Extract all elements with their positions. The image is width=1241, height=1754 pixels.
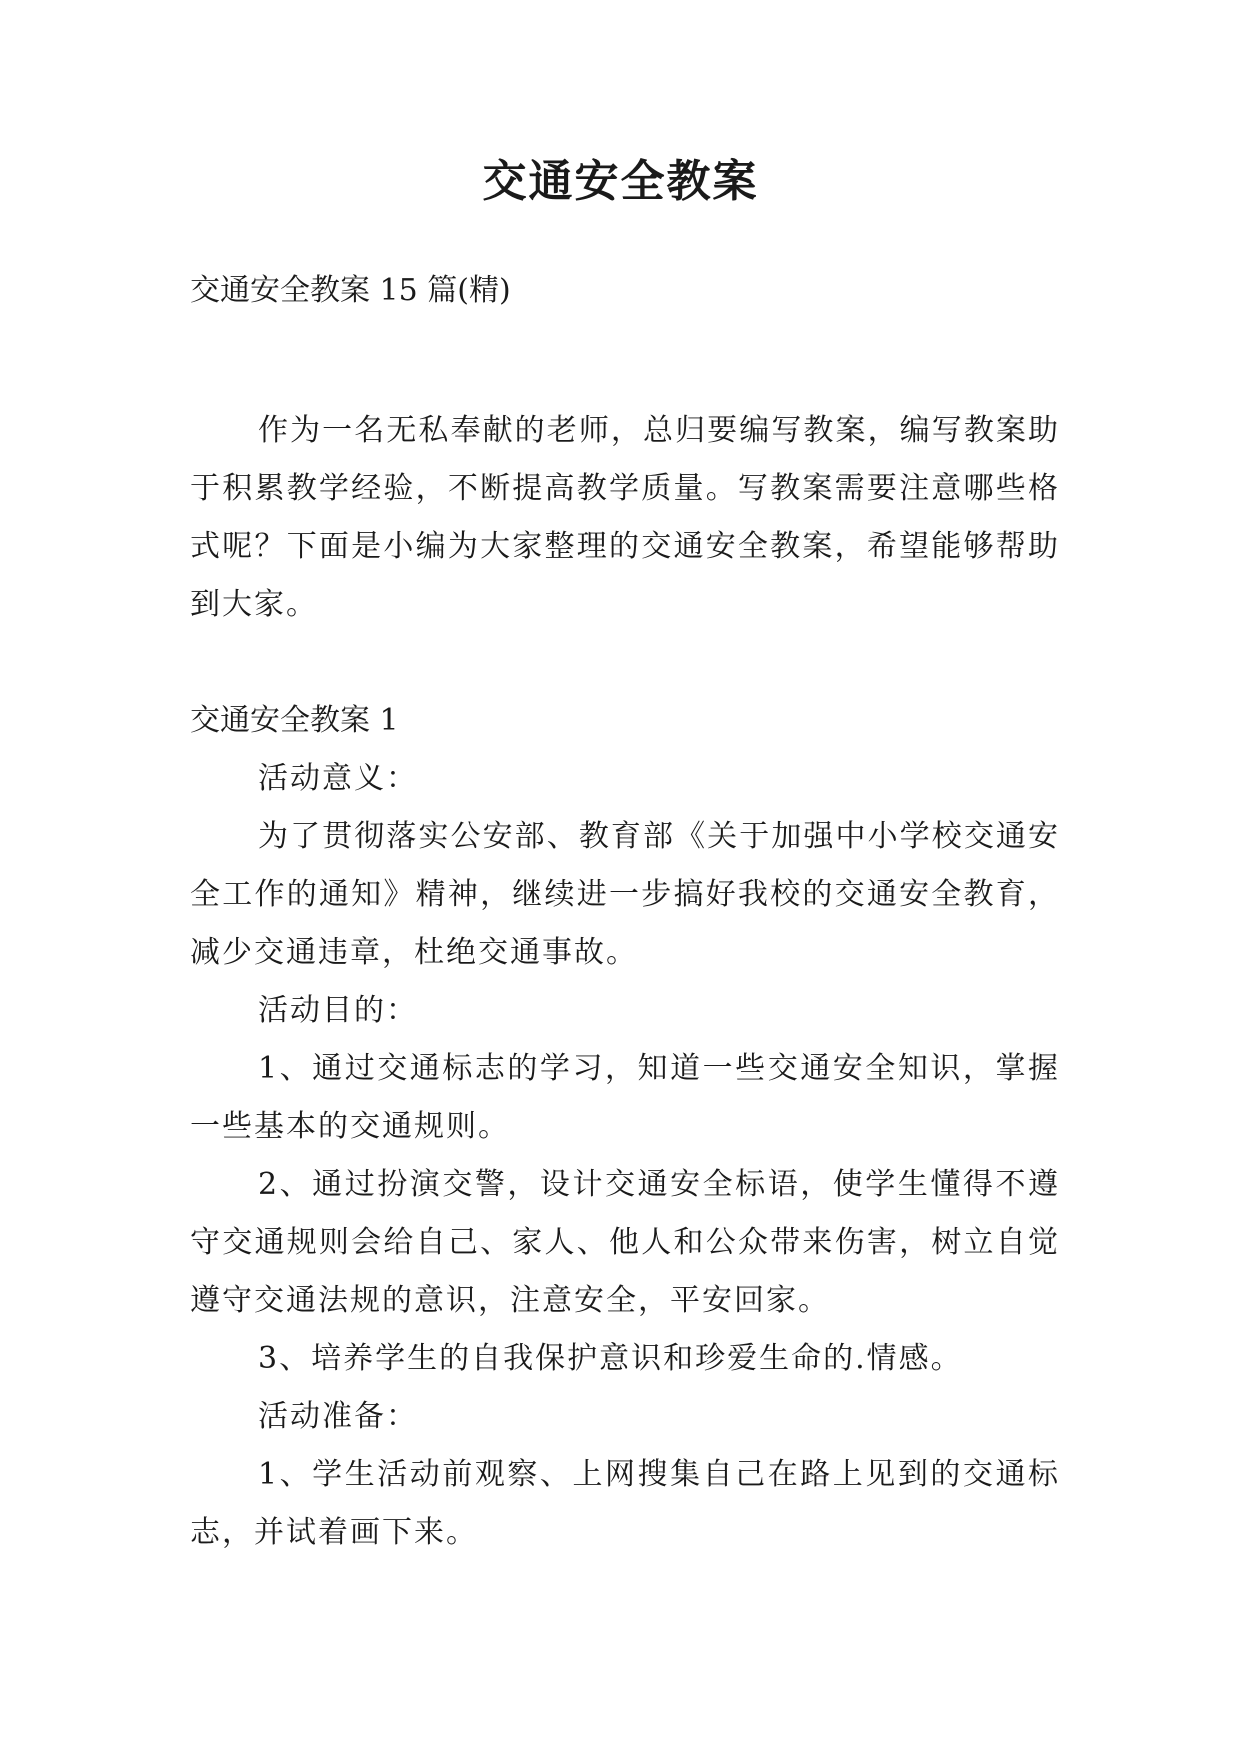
goal-item-2: 2、通过扮演交警，设计交通安全标语，使学生懂得不遵守交通规则会给自己、家人、他人和公众带来伤害，树立自觉遵守交通法规的意识，注意安全，平安回家。 <box>190 1167 1060 1318</box>
label-activity-meaning: 活动意义： <box>258 761 418 796</box>
intro-paragraph: 作为一名无私奉献的老师，总归要编写教案，编写教案助于积累教学经验，不断提高教学质量。写教案需要注意哪些格式呢？下面是小编为大家整理的交通安全教案，希望能够帮助到大家。 <box>190 413 1060 622</box>
document-title: 交通安全教案 <box>482 156 759 207</box>
label-activity-goals: 活动目的： <box>258 993 418 1028</box>
label-activity-preparation: 活动准备： <box>258 1399 418 1434</box>
goal-item-3: 3、培养学生的自我保护意识和珍爱生命的.情感。 <box>258 1341 963 1376</box>
document-subtitle: 交通安全教案 15 篇(精) <box>190 273 511 308</box>
section-1 <box>190 692 1060 1562</box>
preparation-item-1: 1、学生活动前观察、上网搜集自己在路上见到的交通标志，并试着画下来。 <box>190 1457 1060 1550</box>
goal-item-1: 1、通过交通标志的学习，知道一些交通安全知识，掌握一些基本的交通规则。 <box>190 1051 1060 1144</box>
section-heading: 交通安全教案 1 <box>190 703 399 738</box>
paragraph-activity-meaning: 为了贯彻落实公安部、教育部《关于加强中小学校交通安全工作的通知》精神，继续进一步搞好我校的交通安全教育，减少交通违章，杜绝交通事故。 <box>190 819 1060 970</box>
